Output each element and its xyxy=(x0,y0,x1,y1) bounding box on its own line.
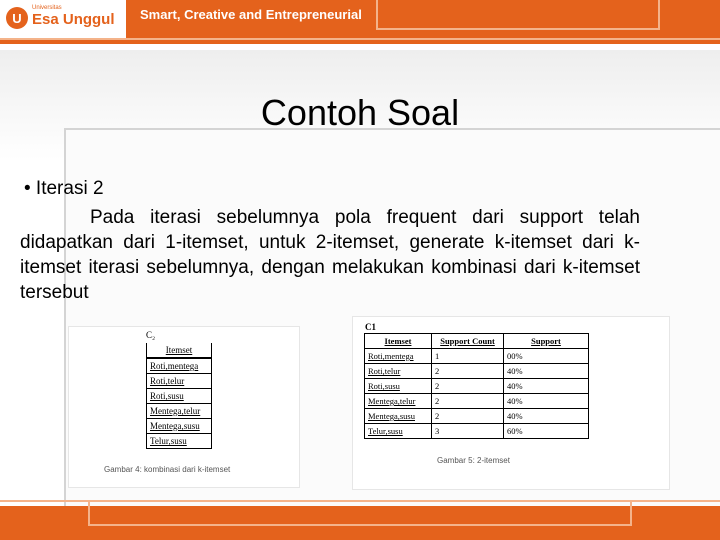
row-count: 2 xyxy=(432,409,504,424)
support-header-count: Support Count xyxy=(432,334,504,349)
row-itemset: Mentega,telur xyxy=(365,394,432,409)
row-count: 1 xyxy=(432,349,504,364)
right-table-label: C1 xyxy=(365,322,376,332)
itemset-row: Roti,susu xyxy=(147,389,212,404)
table-row xyxy=(365,379,589,394)
row-count: 2 xyxy=(432,364,504,379)
support-header-itemset: Itemset xyxy=(365,334,432,349)
header-decoration xyxy=(376,0,660,30)
row-count: 3 xyxy=(432,424,504,439)
support-table xyxy=(364,333,589,439)
tagline: Smart, Creative and Entrepreneurial xyxy=(140,7,362,22)
table-row xyxy=(365,409,589,424)
row-support: 40% xyxy=(504,379,589,394)
header-divider xyxy=(0,38,720,40)
table-row xyxy=(365,394,589,409)
row-itemset: Roti,susu xyxy=(365,379,432,394)
itemset-header: Itemset xyxy=(147,343,212,358)
table-row xyxy=(365,364,589,379)
row-itemset: Mentega,susu xyxy=(365,409,432,424)
logo-name: Esa Unggul xyxy=(32,11,115,28)
table-row xyxy=(365,349,589,364)
row-itemset: Roti,telur xyxy=(365,364,432,379)
itemset-row: Roti,telur xyxy=(147,374,212,389)
row-itemset: Telur,susu xyxy=(365,424,432,439)
row-support: 40% xyxy=(504,394,589,409)
row-support: 60% xyxy=(504,424,589,439)
itemset-row: Mentega,telur xyxy=(147,404,212,419)
footer-decoration xyxy=(88,500,632,526)
row-count: 2 xyxy=(432,379,504,394)
row-itemset: Roti,mentega xyxy=(365,349,432,364)
slide-title: Contoh Soal xyxy=(260,92,460,133)
university-logo xyxy=(0,0,128,38)
right-figure-caption: Gambar 5: 2-itemset xyxy=(437,456,510,465)
itemset-row: Mentega,susu xyxy=(147,419,212,434)
table-row xyxy=(365,424,589,439)
itemset-table xyxy=(146,343,212,449)
row-support: 40% xyxy=(504,409,589,424)
logo-mark-icon: U xyxy=(6,7,28,29)
itemset-row: Telur,susu xyxy=(147,434,212,449)
body-paragraph: Pada iterasi sebelumnya pola frequent dari support telah didapatkan dari 1-itemset, untuk 2-itemset, generate k-itemset dari k-itemset iterasi sebelumnya, dengan melakukan kombinasi dari k-itemset tersebut xyxy=(20,207,640,303)
itemset-row: Roti,mentega xyxy=(147,358,212,374)
left-table-label: C₂ xyxy=(146,330,156,340)
logo-small-text: Universitas xyxy=(32,5,62,11)
row-count: 2 xyxy=(432,394,504,409)
row-support: 40% xyxy=(504,364,589,379)
row-support: 00% xyxy=(504,349,589,364)
bullet-heading: • Iterasi 2 xyxy=(24,178,104,199)
left-figure-caption: Gambar 4: kombinasi dari k-itemset xyxy=(104,465,231,474)
support-header-support: Support xyxy=(504,334,589,349)
